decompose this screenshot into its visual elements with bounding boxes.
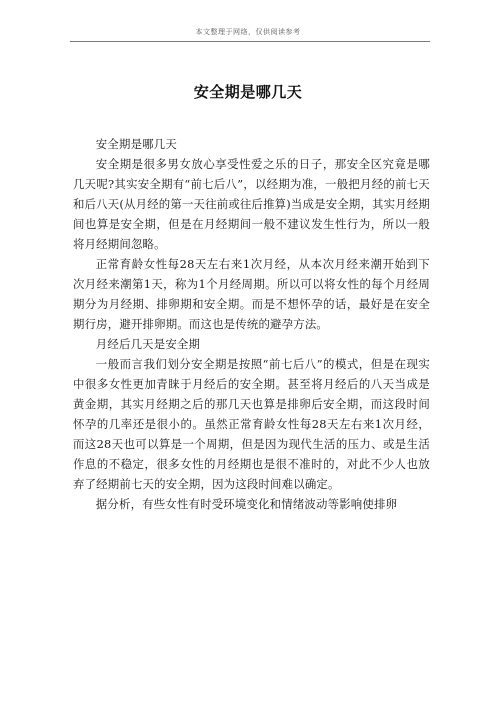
paragraph-1: 安全期是很多男女放心享受性爱之乐的日子，那安全区究竟是哪几天呢?其实安全期有“前七后八”，以经期为准，一般把月经的前七天和后八天(从月经的第一天往前或往后推算)当成是安全期，其实月经期间也算是安全期，但是在月经期间一般不建议发生性行为，所以一般将月经期间忽略。 xyxy=(73,157,431,251)
paragraph-4: 据分析，有些女性有时受环境变化和情绪波动等影响使排卵 xyxy=(95,497,398,511)
header-divider xyxy=(70,41,430,42)
paragraph-2: 正常育龄女性每28天左右来1次月经，从本次月经来潮开始到下次月经来潮第1天，称为1个月经周期。所以可以将女性的每个月经周期分为月经期、排卵期和安全期。而是不想怀孕的话，最好是在安全期行房，避开排卵期。而这也是传统的避孕方法。 xyxy=(73,257,430,331)
document-body xyxy=(73,134,430,514)
paragraph-3: 一般而言我们划分安全期是按照“前七后八”的模式，但是在现实中很多女性更加青睐于月经后的安全期。甚至将月经后的八天当成是黄金期，其实月经期之后的那几天也算是排卵后安全期，而这段时间怀孕的几率还是很小的。虽然正常育龄女性每28天左右来1次月经，而这28天也可以算是一个周期，但是因为现代生活的压力、或是生活作息的不稳定，很多女性的月经期也是很不准时的，对此不少人也放弃了经期前七天的安全期，因为这段时间难以确定。 xyxy=(73,357,430,491)
document-title: 安全期是哪几天 xyxy=(193,83,303,101)
header-note: 本文整理于网络，仅供阅读参考 xyxy=(195,28,301,36)
paragraph-subheading-1: 安全期是哪几天 xyxy=(95,137,177,151)
paragraph-subheading-2: 月经后几天是安全期 xyxy=(95,337,201,351)
